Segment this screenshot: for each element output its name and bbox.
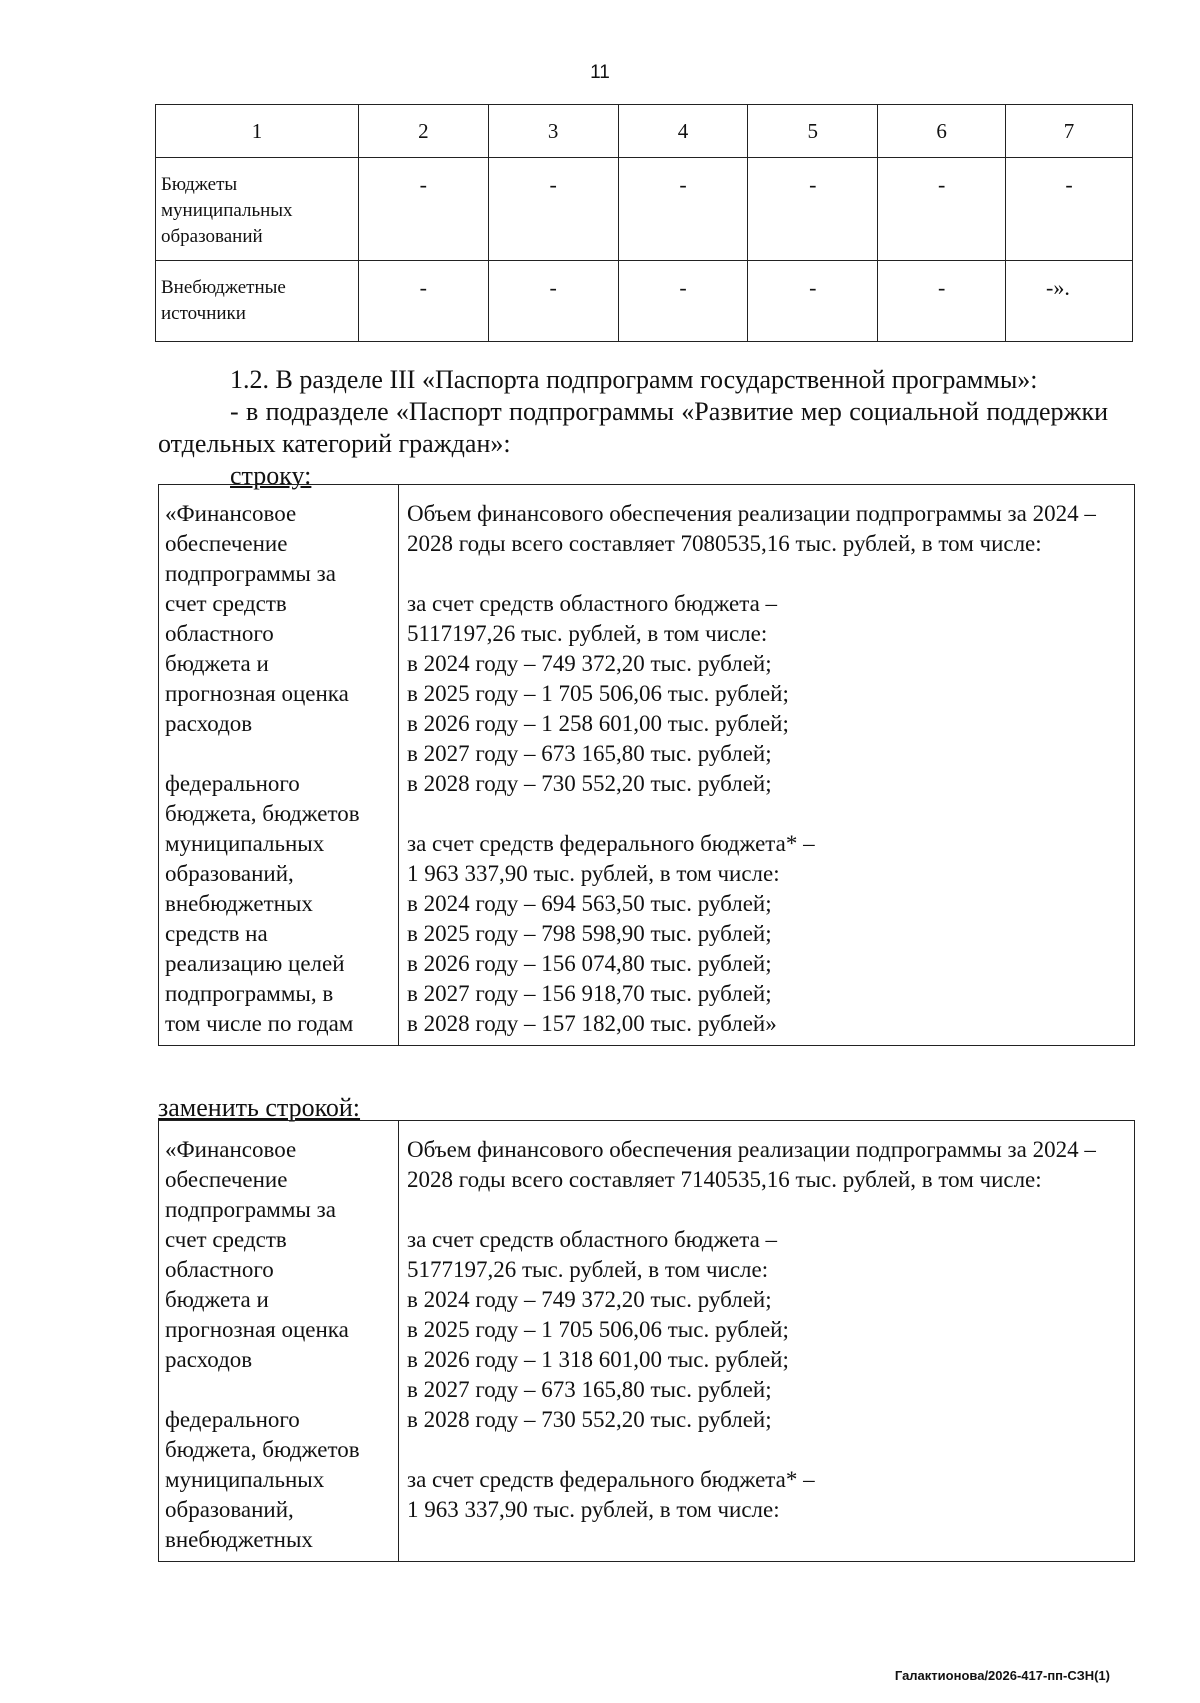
old-row-right-cell [399, 485, 1135, 1046]
left-line: внебюджетных [165, 891, 313, 916]
table-cell: - [358, 261, 488, 342]
left-line: расходов [165, 711, 253, 736]
left-line: том числе по годам [165, 1011, 354, 1036]
row-label-old: строку: [230, 461, 312, 490]
left-line: бюджета, бюджетов [165, 1437, 360, 1462]
left-line: обеспечение [165, 531, 288, 556]
left-line: прогнозная оценка [165, 1317, 349, 1342]
left-line: областного [165, 1257, 274, 1282]
left-line: подпрограммы, в [165, 981, 334, 1006]
left-line: бюджета и [165, 1287, 269, 1312]
left-line: реализацию целей [165, 951, 345, 976]
year-line: в 2026 году – 156 074,80 тыс. рублей; [407, 951, 772, 976]
left-line: федерального [165, 771, 300, 796]
table-cell: - [488, 158, 618, 261]
total-text: Объем финансового обеспечения реализации подпрограммы за 2024 – 2028 годы всего составляет 7140535,16 тыс. рублей, в том числе: [407, 1137, 1096, 1192]
table-header-row [156, 105, 1133, 158]
year-line: в 2025 году – 1 705 506,06 тыс. рублей; [407, 1317, 789, 1342]
table-cell: - [358, 158, 488, 261]
funding-table [155, 104, 1133, 342]
table-cell: - [748, 158, 878, 261]
year-line: в 2027 году – 673 165,80 тыс. рублей; [407, 1377, 772, 1402]
year-line: в 2027 году – 156 918,70 тыс. рублей; [407, 981, 772, 1006]
left-line: прогнозная оценка [165, 681, 349, 706]
left-line: счет средств [165, 1227, 287, 1252]
year-line: в 2024 году – 749 372,20 тыс. рублей; [407, 651, 772, 676]
year-line: в 2024 году – 694 563,50 тыс. рублей; [407, 891, 772, 916]
year-line: в 2026 году – 1 258 601,00 тыс. рублей; [407, 711, 789, 736]
regional-total: 5177197,26 тыс. рублей, в том числе: [407, 1257, 769, 1282]
federal-total: 1 963 337,90 тыс. рублей, в том числе: [407, 1497, 780, 1522]
left-line: средств на [165, 921, 268, 946]
replace-label: заменить строкой: [158, 1093, 361, 1122]
left-line: образований, [165, 1497, 294, 1522]
table-cell: - [488, 261, 618, 342]
left-line: областного [165, 621, 274, 646]
year-line: в 2024 году – 749 372,20 тыс. рублей; [407, 1287, 772, 1312]
left-line: подпрограммы за [165, 1197, 336, 1222]
regional-intro: за счет средств областного бюджета – [407, 1227, 778, 1252]
year-line: в 2028 году – 157 182,00 тыс. рублей» [407, 1011, 777, 1036]
left-line: «Финансовое [165, 1137, 297, 1162]
section-heading: 1.2. В разделе III «Паспорта подпрограмм государственной программы»: [230, 365, 1038, 394]
federal-total: 1 963 337,90 тыс. рублей, в том числе: [407, 861, 780, 886]
left-line: обеспечение [165, 1167, 288, 1192]
year-line: в 2028 году – 730 552,20 тыс. рублей; [407, 1407, 772, 1432]
table-cell: - [878, 261, 1006, 342]
left-line: бюджета, бюджетов [165, 801, 360, 826]
new-passport-row [158, 1120, 1135, 1562]
year-line: в 2025 году – 798 598,90 тыс. рублей; [407, 921, 772, 946]
year-line: в 2025 году – 1 705 506,06 тыс. рублей; [407, 681, 789, 706]
table-cell: - [618, 158, 748, 261]
year-line: в 2027 году – 673 165,80 тыс. рублей; [407, 741, 772, 766]
new-row-left-cell [159, 1121, 399, 1562]
row-label: Бюджеты муниципальных образований [156, 158, 359, 261]
old-row-left-cell [159, 485, 399, 1046]
page-number: 11 [590, 62, 610, 83]
table-cell: - [618, 261, 748, 342]
new-row-right-cell [399, 1121, 1135, 1562]
old-passport-row [158, 484, 1135, 1046]
federal-intro: за счет средств федерального бюджета* – [407, 1467, 815, 1492]
column-header: 1 [156, 105, 359, 158]
column-header: 2 [358, 105, 488, 158]
regional-total: 5117197,26 тыс. рублей, в том числе: [407, 621, 768, 646]
left-line: федерального [165, 1407, 300, 1432]
column-header: 6 [878, 105, 1006, 158]
table-cell: - [878, 158, 1006, 261]
column-header: 3 [488, 105, 618, 158]
table-row [156, 158, 1133, 261]
left-line: подпрограммы за [165, 561, 336, 586]
table-cell: -». [1006, 261, 1133, 342]
left-line: муниципальных [165, 1467, 325, 1492]
left-line: расходов [165, 1347, 253, 1372]
total-text: Объем финансового обеспечения реализации подпрограммы за 2024 – 2028 годы всего составляет 7080535,16 тыс. рублей, в том числе: [407, 501, 1096, 556]
left-line: бюджета и [165, 651, 269, 676]
table-cell: - [748, 261, 878, 342]
left-line: муниципальных [165, 831, 325, 856]
document-footer-code: Галактионова/2026-417-пп-СЗН(1) [894, 1668, 1110, 1683]
subsection-text: - в подразделе «Паспорт подпрограммы «Развитие мер социальной поддержки отдельных категорий граждан»: [158, 397, 1108, 458]
left-line: «Финансовое [165, 501, 297, 526]
year-line: в 2028 году – 730 552,20 тыс. рублей; [407, 771, 772, 796]
table-cell: - [1006, 158, 1133, 261]
column-header: 7 [1006, 105, 1133, 158]
row-label: Внебюджетные источники [156, 261, 359, 342]
left-line: внебюджетных [165, 1527, 313, 1552]
table-row [156, 261, 1133, 342]
left-line: счет средств [165, 591, 287, 616]
regional-intro: за счет средств областного бюджета – [407, 591, 778, 616]
year-line: в 2026 году – 1 318 601,00 тыс. рублей; [407, 1347, 789, 1372]
column-header: 4 [618, 105, 748, 158]
column-header: 5 [748, 105, 878, 158]
left-line: образований, [165, 861, 294, 886]
federal-intro: за счет средств федерального бюджета* – [407, 831, 815, 856]
